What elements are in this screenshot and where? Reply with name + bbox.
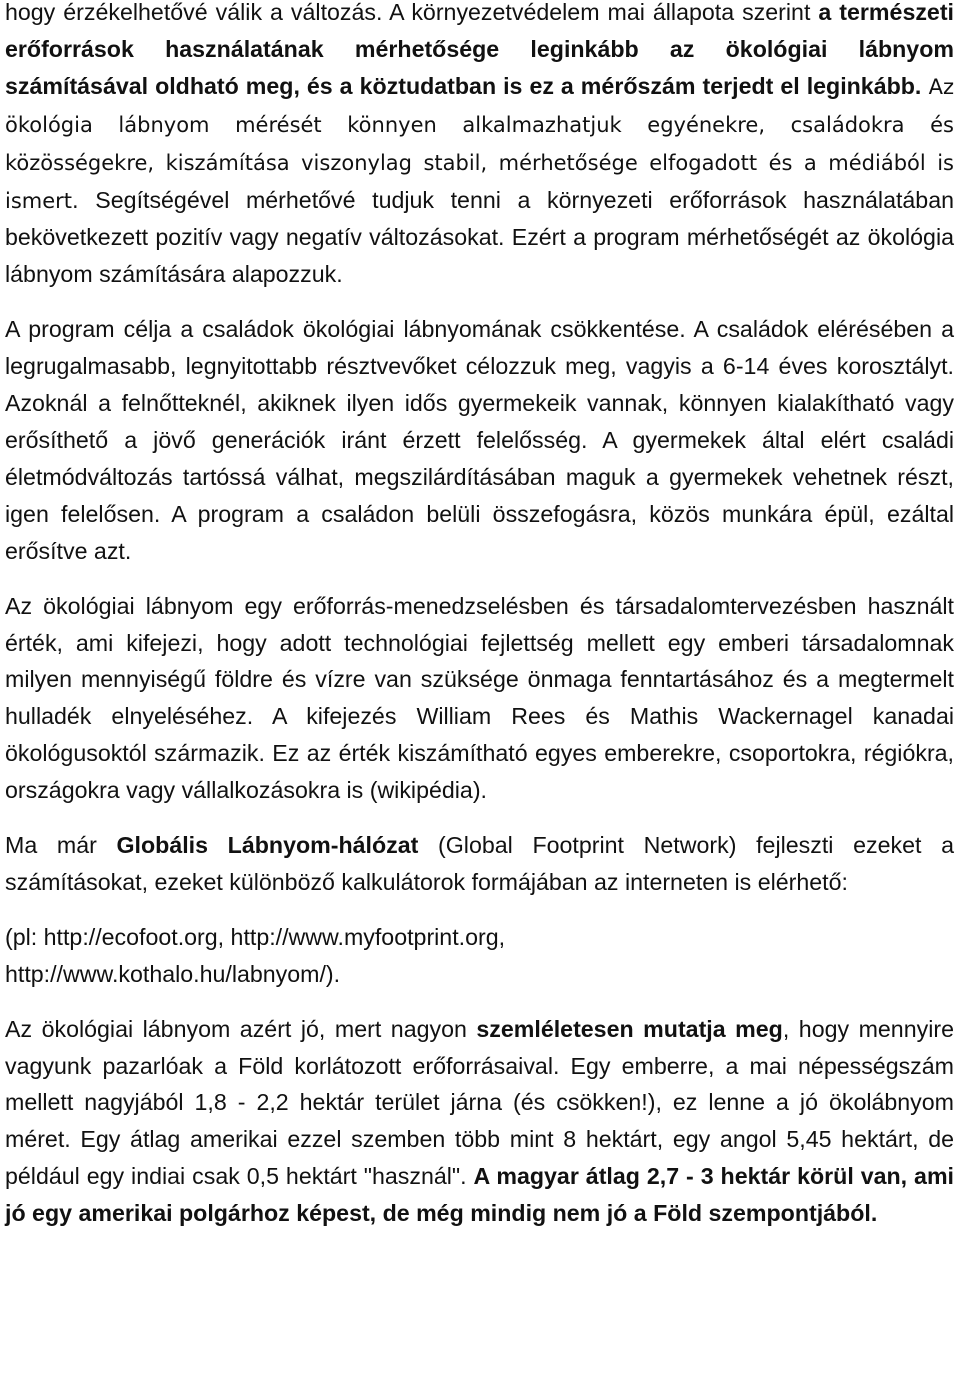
paragraph-program-goal: A program célja a családok ökológiai lábnyomának csökkentése. A családok elérésében a legrugalmasabb, legnyitottabb résztvevőket célozzuk meg, vagyis a 6-14 éves korosztályt. Azoknál a felnőtteknél, akiknek ilyen idős gyermekeik vannak, könnyen kialakítható vagy erősíthető a jövő generációk iránt érzett felelősség. A gyermekek által elért családi életmódváltozás tartóssá válhat, megszilárdításában maguk a gyermekek vehetnek részt, igen felelősen. A program a családon belüli összefogásra, közös munkára épül, ezáltal erősítve azt.: [5, 316, 954, 564]
p6-text-middle: , hogy mennyire vagyunk pazarlóak a Föld korlátozott erőforrásaival. Egy emberre, a mai népességszám mellett nagyjából 1,8 - 2,2 hektár terület járna (és csökken!), ez lenne a jó ökolábnyom méret. Egy átlag amerikai ezzel szemben több mint 8 hektárt, egy angol 5,45 hektárt, de például egy indiai csak 0,5 hektárt "használ".: [5, 1015, 954, 1190]
p4-text-start: Ma már: [5, 832, 117, 859]
p4-text-end: (Global Footprint Network) fejleszti ezeket a számításokat, ezeket különböző kalkulátorok formájában az interneten is elérhető:: [5, 832, 955, 895]
p1-text-intro: hogy érzékelhetővé válik a változás. A környezetvédelem mai állapota szerint: [5, 0, 819, 25]
paragraph-measurability: [5, 0, 954, 293]
p6-text-bold-1: szemléletesen mutatja meg: [476, 1015, 783, 1042]
paragraph-footprint-definition: Az ökológiai lábnyom egy erőforrás-menedzselésben és társadalomtervezésben használt érték, ami kifejezi, hogy adott technológiai fejlettség mellett egy emberi társadalomnak milyen mennyiségű földre és vízre van szüksége önmaga fenntartásához és a megtermelt hulladék elnyeléséhez. A kifejezés William Rees és Mathis Wackernagel kanadai ökológusoktól származik. Ez az érték kiszámítható egyes emberekre, csoportokra, régiókra, országokra vagy vállalkozásokra is (wikipédia).: [5, 592, 954, 804]
p1-text-end: Segítségével mérhetővé tudjuk tenni a környezeti erőforrások használatában bekövetkezett pozitív vagy negatív változásokat. Ezért a program mérhetőségét az ökológia lábnyom számítására alapozzuk.: [5, 186, 954, 288]
p1-text-sans: Az ökológia lábnyom mérését könnyen alkalmazhatjuk egyénekre, családokra és közösségekre, kiszámítása viszonylag stabil, mérhetősége elfogadott és a médiából is ismert.: [5, 74, 954, 213]
paragraph-global-network: [5, 827, 954, 901]
paragraph-links: [5, 919, 954, 993]
links-line-1: (pl: http://ecofoot.org, http://www.myfootprint.org,: [5, 923, 506, 950]
p1-text-bold: a természeti erőforrások használatának mérhetősége leginkább az ökológiai lábnyom számításával oldható meg, és a köztudatban is ez a mérőszám terjedt el leginkább.: [5, 0, 954, 99]
p6-text-start: Az ökológiai lábnyom azért jó, mert nagyon: [5, 1015, 477, 1042]
links-line-2: http://www.kothalo.hu/labnyom/).: [5, 960, 341, 987]
p4-text-bold: Globális Lábnyom-hálózat: [116, 832, 419, 859]
p6-text-bold-2: A magyar átlag 2,7 - 3 hektár körül van, ami jó egy amerikai polgárhoz képest, de még mindig nem jó a Föld szempontjából.: [5, 1163, 954, 1227]
paragraph-comparison: [5, 1011, 954, 1232]
